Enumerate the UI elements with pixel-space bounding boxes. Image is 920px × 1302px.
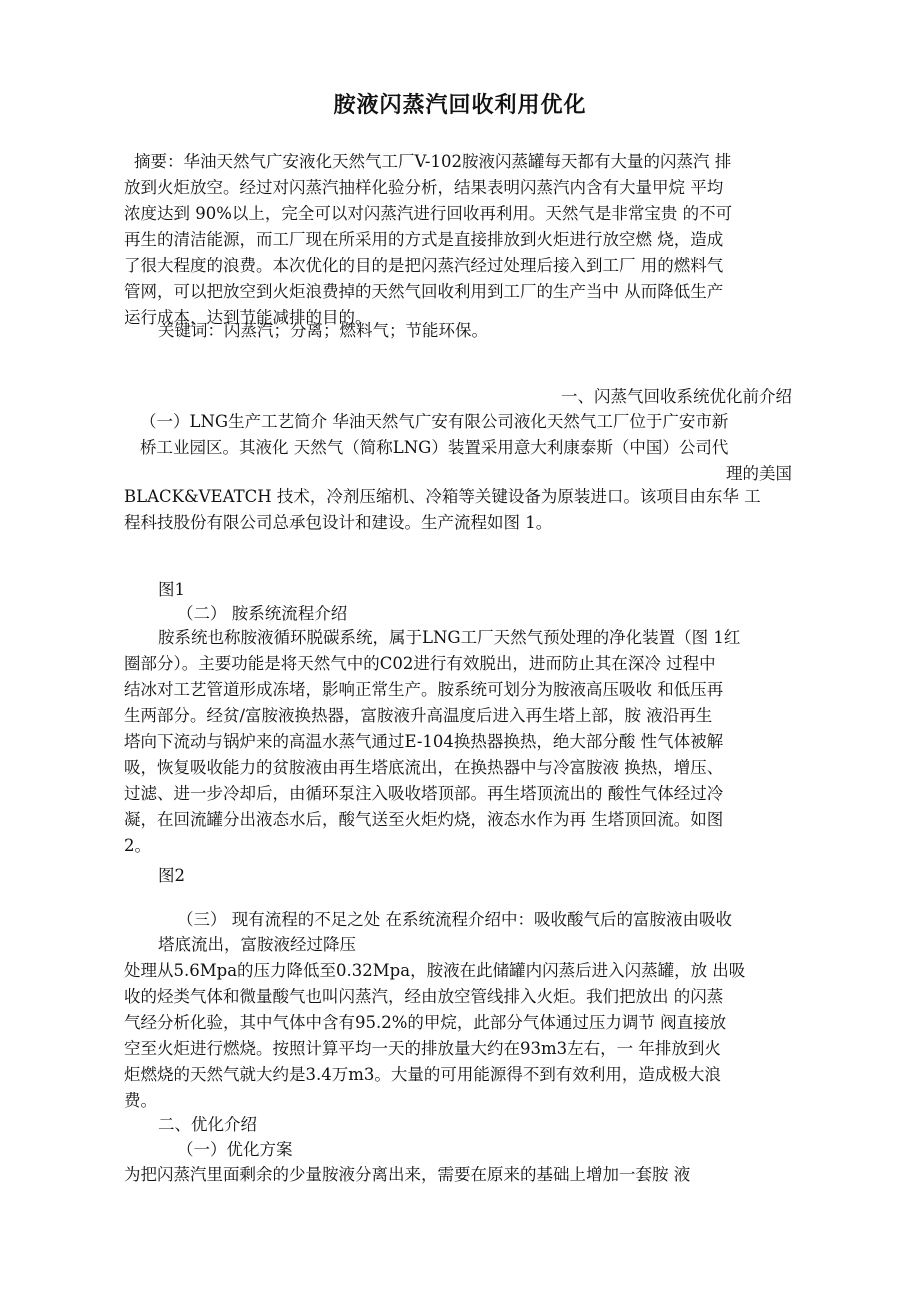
paragraph-line: 收的烃类气体和微量酸气也叫闪蒸汽，经由放空管线排入火炬。我们把放出 的闪蒸: [124, 987, 724, 1006]
paragraph-line: BLACK&VEATCH 技术，冷剂压缩机、冷箱等关键设备为原装进口。该项目由东华 工: [124, 487, 761, 506]
paragraph-line: 吸，恢复吸收能力的贫胺液由再生塔底流出，在换热器中与冷富胺液 换热，增压、: [124, 758, 724, 777]
paragraph-line: （一）LNG生产工艺简介 华油天然气广安有限公司液化天然气工厂位于广安市新: [140, 412, 729, 431]
paragraph-line: 空至火炬进行燃烧。按照计算平均一天的排放量大约在93m3左右，一 年排放到火: [124, 1039, 721, 1058]
page-title: 胺液闪蒸汽回收利用优化: [333, 93, 587, 118]
section-heading: 二、优化介绍: [158, 1115, 257, 1134]
subsection-heading: （二） 胺系统流程介绍: [177, 604, 348, 623]
paragraph-line: 塔向下流动与锅炉来的高温水蒸气通过E-104换热器换热，绝大部分酸 性气体被解: [124, 732, 724, 751]
abstract-line: 运行成本，达到节能减排的目的。: [124, 308, 372, 327]
abstract-line: 放到火炬放空。经过对闪蒸汽抽样化验分析，结果表明闪蒸汽内含有大量甲烷 平均: [124, 178, 724, 197]
abstract-line: 了很大程度的浪费。本次优化的目的是把闪蒸汽经过处理后接入到工厂 用的燃料气: [124, 256, 724, 275]
paragraph-line: 炬燃烧的天然气就大约是3.4万m3。大量的可用能源得不到有效利用，造成极大浪: [124, 1065, 721, 1084]
paragraph-line: 气经分析化验，其中气体中含有95.2%的甲烷，此部分气体通过压力调节 阀直接放: [124, 1013, 727, 1032]
abstract-line: 浓度达到 90%以上，完全可以对闪蒸汽进行回收再利用。天然气是非常宝贵 的不可: [124, 204, 733, 223]
paragraph-line: 胺系统也称胺液循环脱碳系统，属于LNG工厂天然气预处理的净化装置（图 1红: [158, 628, 741, 647]
figure-caption: 图2: [158, 866, 185, 885]
abstract-line: 管网，可以把放空到火炬浪费掉的天然气回收利用到工厂的生产当中 从而降低生产: [124, 282, 724, 301]
paragraph-line: 处理从5.6Mpa的压力降低至0.32Mpa，胺液在此储罐内闪蒸后进入闪蒸罐，放 出吸: [124, 961, 746, 980]
paragraph-line: 凝，在回流罐分出液态水后，酸气送至火炬灼烧，液态水作为再 生塔顶回流。如图: [124, 810, 724, 829]
paragraph-line: 为把闪蒸汽里面剩余的少量胺液分离出来，需要在原来的基础上增加一套胺 液: [124, 1165, 691, 1184]
paragraph-line: 圈部分）。主要功能是将天然气中的C02进行有效脱出，进而防止其在深冷 过程中: [124, 654, 716, 673]
paragraph-line: 生两部分。经贫/富胺液换热器，富胺液升高温度后进入再生塔上部，胺 液沿再生: [124, 706, 713, 725]
keywords-line: 关键词：闪蒸汽；分离；燃料气；节能环保。: [158, 321, 488, 340]
paragraph-line: （三） 现有流程的不足之处 在系统流程介绍中：吸收酸气后的富胺液由吸收: [177, 910, 732, 929]
paragraph-line: 结冰对工艺管道形成冻堵，影响正常生产。胺系统可划分为胺液高压吸收 和低压再: [124, 680, 724, 699]
abstract-line: 再生的清洁能源，而工厂现在所采用的方式是直接排放到火炬进行放空燃 烧，造成: [124, 230, 724, 249]
paragraph-line: 程科技股份有限公司总承包设计和建设。生产流程如图 1。: [124, 513, 553, 532]
section-heading: 一、闪蒸气回收系统优化前介绍: [561, 387, 792, 406]
paragraph-line: 塔底流出，富胺液经过降压: [158, 935, 356, 954]
paragraph-line: 费。: [124, 1091, 157, 1110]
subsection-heading: （一）优化方案: [177, 1140, 293, 1159]
paragraph-line: 2。: [124, 836, 151, 855]
paragraph-line: 桥工业园区。其液化 天然气（简称LNG）装置采用意大利康泰斯（中国）公司代: [140, 438, 729, 457]
figure-caption: 图1: [158, 580, 185, 599]
abstract-line: 摘要：华油天然气广安液化天然气工厂V-102胺液闪蒸罐每天都有大量的闪蒸汽 排: [134, 152, 732, 171]
paragraph-line: 过滤、进一步冷却后，由循环泵注入吸收塔顶部。再生塔顶流出的 酸性气体经过冷: [124, 784, 724, 803]
paragraph-line: 理的美国: [726, 464, 792, 483]
